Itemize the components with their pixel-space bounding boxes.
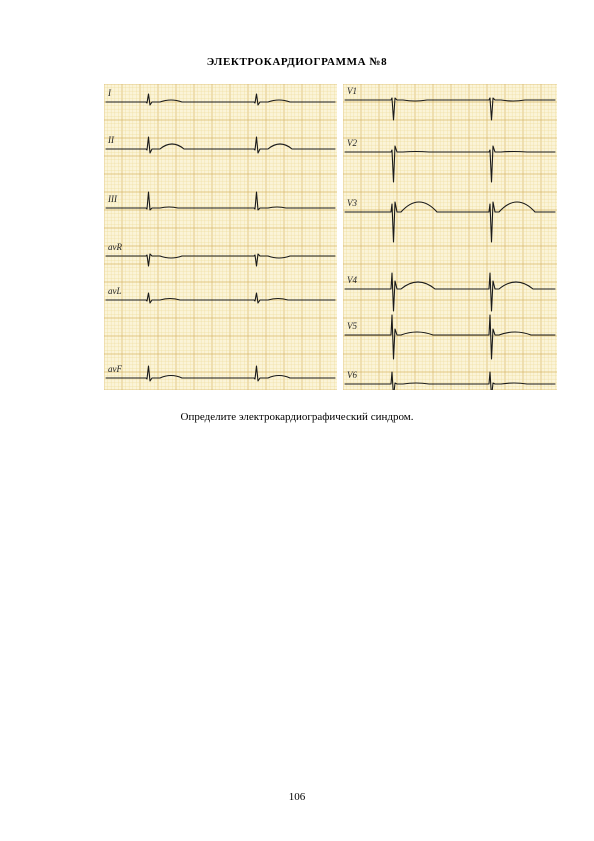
lead-label: V5 [347,321,357,331]
lead-label: V6 [347,370,357,380]
lead-label: I [108,88,111,98]
lead-label: avR [108,242,122,252]
lead-label: avL [108,286,122,296]
ecg-chest-leads-strip [343,84,557,390]
ecg-grid [104,84,337,390]
ecg-chest-leads-panel [343,84,557,390]
ecg-grid [343,84,557,390]
ecg-limb-leads-strip [104,84,337,390]
lead-label: V4 [347,275,357,285]
lead-label: V1 [347,86,357,96]
lead-label: III [108,194,117,204]
lead-label: II [108,135,114,145]
ecg-paper [343,84,557,390]
page-title: ЭЛЕКТРОКАРДИОГРАММА №8 [206,56,388,68]
lead-label: avF [108,364,122,374]
ecg-limb-leads-panel [104,84,337,390]
page-number: 106 [288,791,306,803]
lead-label: V2 [347,138,357,148]
lead-label: V3 [347,198,357,208]
task-caption: Определите электрокардиографический синдром. [180,411,414,423]
